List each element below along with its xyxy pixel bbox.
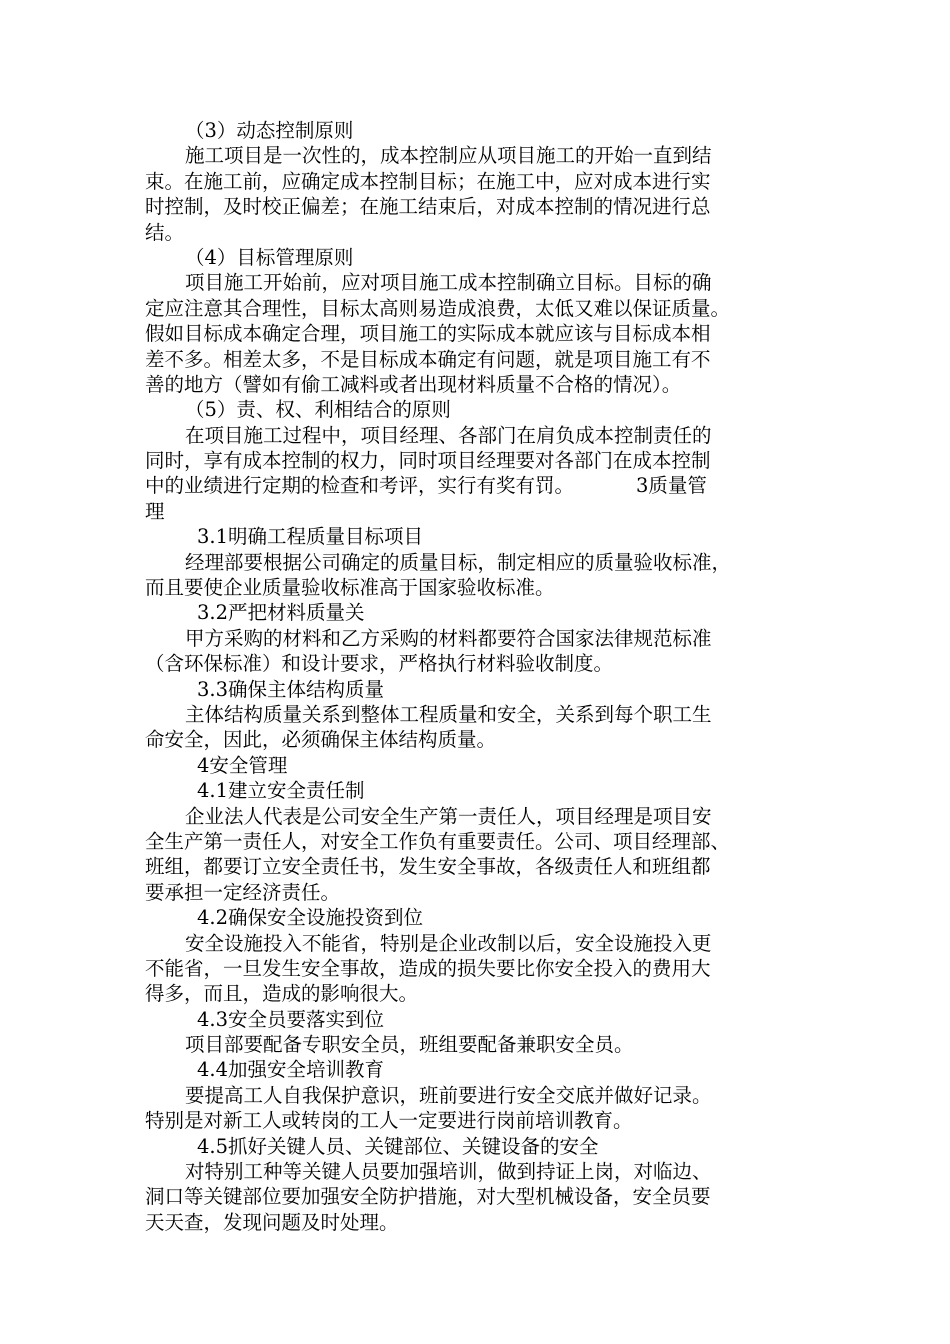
text-line: 施工项目是一次性的，成本控制应从项目施工的开始一直到结: [185, 144, 712, 168]
text-line: 企业法人代表是公司安全生产第一责任人，项目经理是项目安: [185, 804, 712, 828]
text-line: 对特别工种等关键人员要加强培训，做到持证上岗，对临边、: [185, 1160, 712, 1184]
text-line: 理: [145, 499, 165, 523]
text-line: 4.3安全员要落实到位: [197, 1007, 385, 1031]
text-line: （4）目标管理原则: [185, 245, 354, 269]
text-line: 全生产第一责任人，对安全工作负有重要责任。公司、项目经理部、: [145, 829, 731, 853]
text-line: （5）责、权、利相结合的原则: [185, 398, 451, 422]
text-line: 天天查，发现问题及时处理。: [145, 1210, 399, 1234]
text-line: 时控制，及时校正偏差；在施工结束后，对成本控制的情况进行总: [145, 195, 711, 219]
text-line: 同时，享有成本控制的权力，同时项目经理要对各部门在成本控制: [145, 449, 711, 473]
text-line: 特别是对新工人或转岗的工人一定要进行岗前培训教育。: [145, 1109, 633, 1133]
text-line: 3.3确保主体结构质量: [197, 677, 385, 701]
text-line: 要承担一定经济责任。: [145, 880, 341, 904]
text-line: 甲方采购的材料和乙方采购的材料都要符合国家法律规范标准: [185, 626, 712, 650]
text-line: 洞口等关键部位要加强安全防护措施，对大型机械设备，安全员要: [145, 1185, 711, 1209]
text-line: 主体结构质量关系到整体工程质量和安全，关系到每个职工生: [185, 702, 712, 726]
text-line: 4.4加强安全培训教育: [197, 1058, 385, 1082]
text-line: 假如目标成本确定合理，项目施工的实际成本就应该与目标成本相: [145, 322, 711, 346]
text-line: 3.1明确工程质量目标项目: [197, 525, 424, 549]
text-line: 不能省，一旦发生安全事故，造成的损失要比你安全投入的费用大: [145, 956, 711, 980]
text-line: 项目部要配备专职安全员，班组要配备兼职安全员。: [185, 1033, 634, 1057]
text-line: 中的业绩进行定期的检查和考评，实行有奖有罚。 3质量管: [145, 474, 707, 498]
text-line: （3）动态控制原则: [185, 119, 354, 142]
text-line: 而且要使企业质量验收标准高于国家验收标准。: [145, 576, 555, 600]
text-line: 3.2严把材料质量关: [197, 601, 365, 625]
text-line: 4安全管理: [197, 753, 288, 777]
text-line: 结。: [145, 220, 185, 244]
text-line: 差不多。相差太多，不是目标成本确定有问题，就是项目施工有不: [145, 347, 711, 371]
text-line: 项目施工开始前，应对项目施工成本控制确立目标。目标的确: [185, 271, 712, 295]
text-line: 4.1建立安全责任制: [197, 779, 365, 803]
text-line: 4.5抓好关键人员、关键部位、关键设备的安全: [197, 1134, 599, 1158]
text-line: 要提高工人自我保护意识，班前要进行安全交底并做好记录。: [185, 1083, 712, 1107]
text-line: 命安全，因此，必须确保主体结构质量。: [145, 728, 497, 752]
text-line: 定应注意其合理性，目标太高则易造成浪费，太低又难以保证质量。: [145, 296, 731, 320]
text-line: 班组，都要订立安全责任书，发生安全事故，各级责任人和班组都: [145, 855, 711, 879]
text-line: 安全设施投入不能省，特别是企业改制以后，安全设施投入更: [185, 931, 712, 955]
text-line: 在项目施工过程中，项目经理、各部门在肩负成本控制责任的: [185, 423, 712, 447]
text-line: 得多，而且，造成的影响很大。: [145, 982, 419, 1006]
text-line: 善的地方（譬如有偷工减料或者出现材料质量不合格的情况）。: [145, 372, 682, 396]
text-line: 经理部要根据公司确定的质量目标，制定相应的质量验收标准，: [185, 550, 732, 574]
text-line: 4.2确保安全设施投资到位: [197, 906, 424, 930]
text-line: （含环保标准）和设计要求，严格执行材料验收制度。: [145, 652, 614, 676]
text-line: 束。在施工前，应确定成本控制目标；在施工中，应对成本进行实: [145, 169, 711, 193]
document-body: [145, 118, 810, 1235]
